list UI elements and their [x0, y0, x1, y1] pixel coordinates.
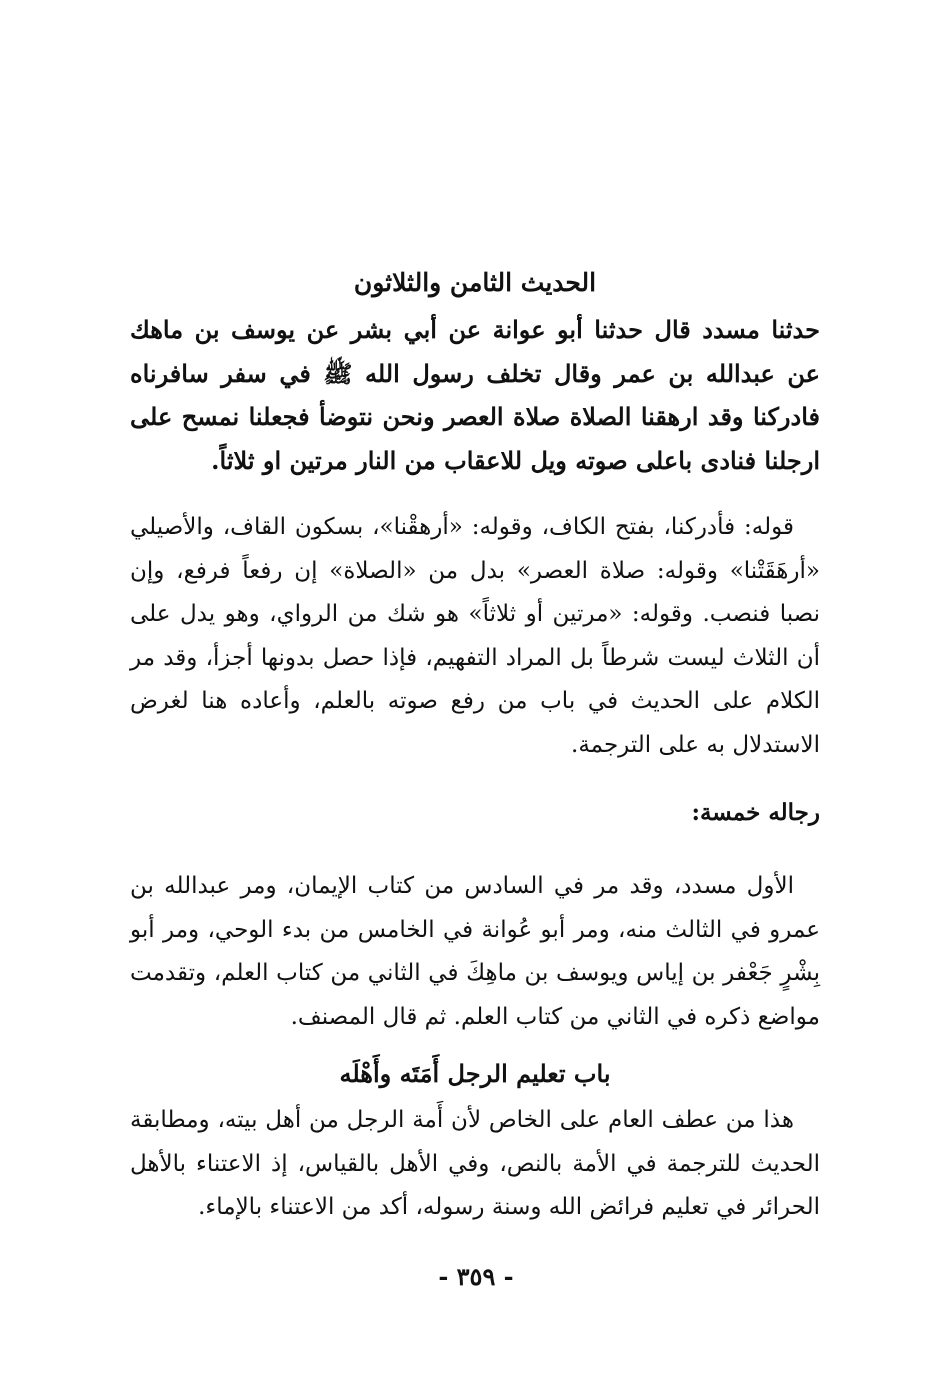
page-number: - ٣٥٩ - — [438, 1262, 514, 1291]
hadith-text: حدثنا مسدد قال حدثنا أبو عوانة عن أبي بشر عن يوسف بن ماهك عن عبدالله بن عمر وقال تخلف رسول الله ﷺ في سفر سافرناه فادركنا وقد ارهقنا الصلاة صلاة العصر ونحن نتوضأ فجعلنا نمسح على ارجلنا فنادى باعلى صوته ويل للاعقاب من النار مرتين او ثلاثاً. — [130, 315, 820, 475]
page-content — [130, 262, 820, 1230]
commentary-paragraph: قوله: فأدركنا، بفتح الكاف، وقوله: «أرهقْنا»، بسكون القاف، والأصيلي «أرهَقَتْنا» وقوله: صلاة العصر» بدل من «الصلاة» إن رفعاً فرفع، وإن نصبا فنصب. وقوله: «مرتين أو ثلاثاً» هو شك من الرواي، وهو يدل على أن الثلاث ليست شرطاً بل المراد التفهيم، فإذا حصل بدونها أجزأ، وقد مر الكلام على الحديث في باب من رفع صوته بالعلم، وأعاده هنا لغرض الاستدلال به على الترجمة. — [130, 514, 820, 758]
hadith-title: الحديث الثامن والثلاثون — [353, 268, 597, 297]
chapter-title: باب تعليم الرجل أَمَتَه وأَهْلَه — [339, 1059, 611, 1088]
chapter-paragraph: هذا من عطف العام على الخاص لأن أَمة الرجل من أهل بيته، ومطابقة الحديث للترجمة في الأمة بالنص، وفي الأهل بالقياس، إذ الاعتناء بالأهل الحرائر في تعليم فرائض الله وسنة رسوله، أكد من الاعتناء بالإماء. — [130, 1107, 820, 1220]
narrators-heading: رجاله خمسة: — [691, 799, 820, 826]
narrators-paragraph: الأول مسدد، وقد مر في السادس من كتاب الإيمان، ومر عبدالله بن عمرو في الثالث منه، ومر أبو عُوانة في الخامس من بدء الوحي، ومر أبو بِشْرٍ جَعْفر بن إياس ويوسف بن ماهِكَ في الثاني من كتاب العلم، وتقدمت مواضع ذكره في الثاني من كتاب العلم. ثم قال المصنف. — [130, 873, 820, 1030]
